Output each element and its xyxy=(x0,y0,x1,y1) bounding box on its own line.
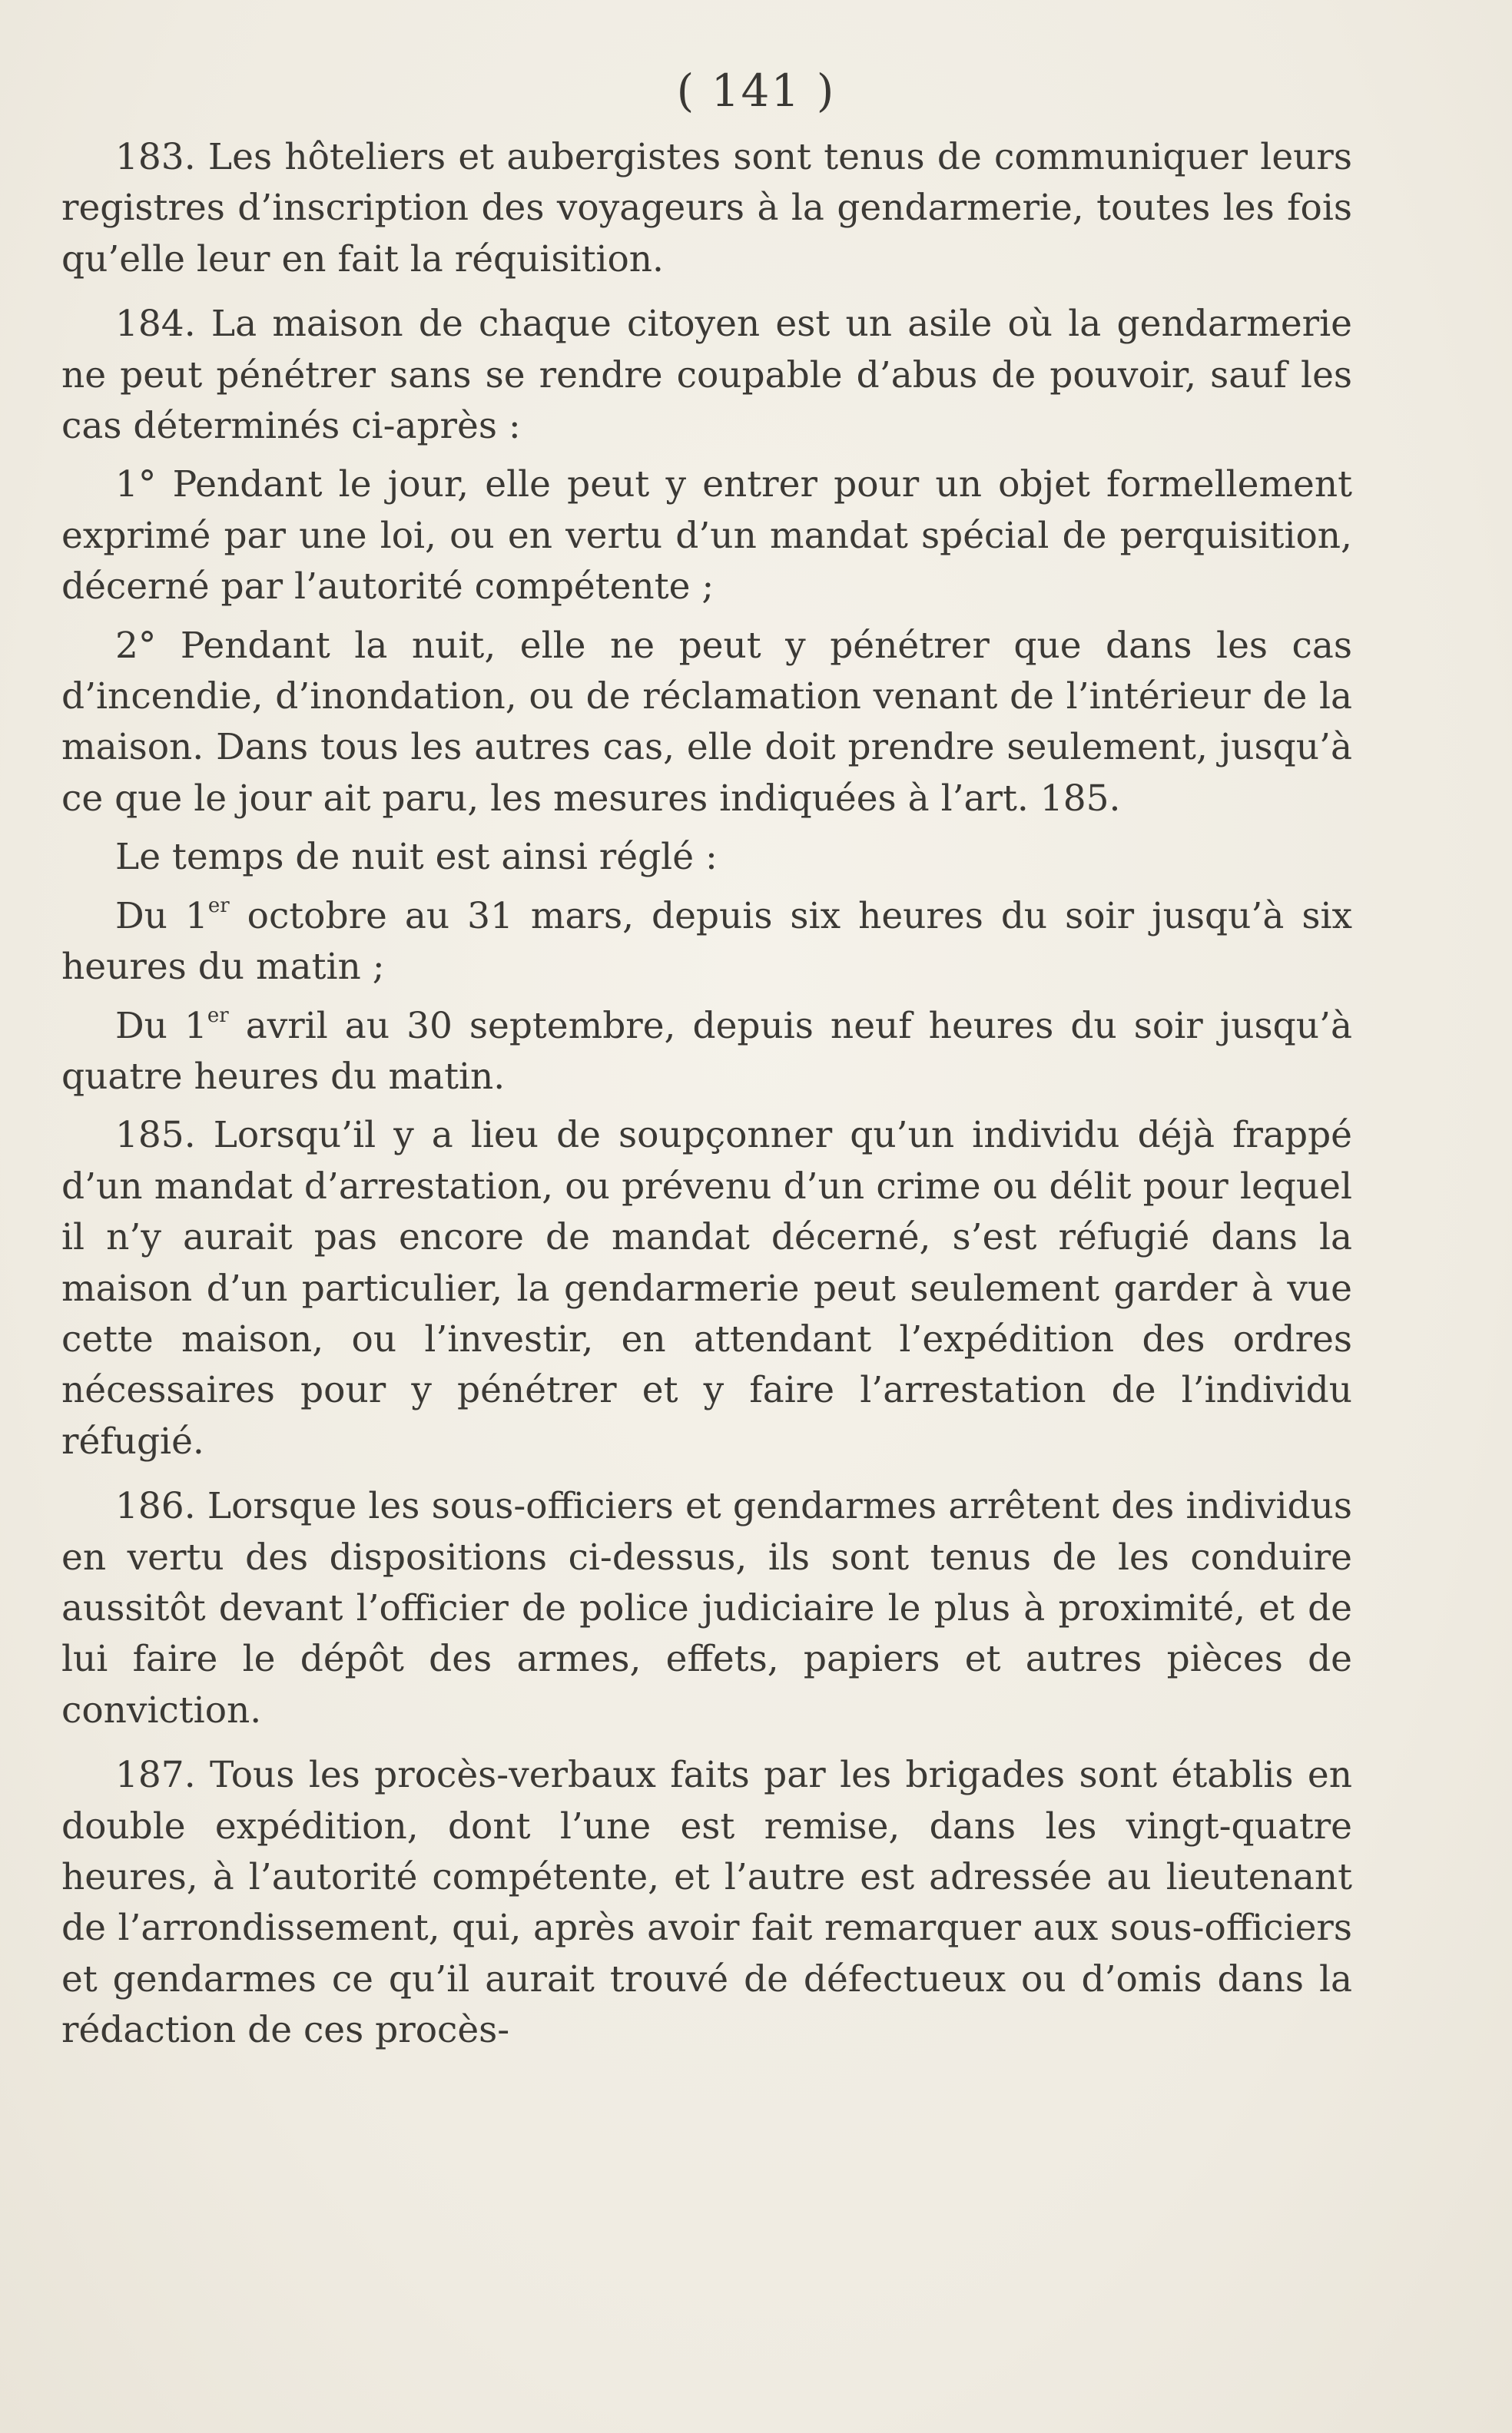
april-superscript: er xyxy=(207,1003,229,1027)
paragraph-october-march xyxy=(61,891,1352,993)
paragraph-night-time: Le temps de nuit est ainsi réglé : xyxy=(115,836,718,879)
paragraph-184-day: 1° Pendant le jour, elle peut y entrer pour un objet formellement exprimé par une loi, ou en vertu d’un mandat spécial de perquisition, décerné par l’autorité compétente ; xyxy=(61,463,1352,608)
paragraph-184: 184. La maison de chaque citoyen est un asile où la gendarmerie ne peut pénétrer sans se rendre coupable d’abus de pouvoir, sauf les cas déterminés ci-après : xyxy=(61,303,1352,448)
paragraph-186: 186. Lorsque les sous-officiers et gendarmes arrêtent des individus en vertu des dispositions ci-dessus, ils sont tenus de les conduire aussitôt devant l’officier de police judiciaire le plus à proximité, et de lui faire le dépôt des armes, effets, papiers et autres pièces de conviction. xyxy=(61,1485,1352,1732)
october-prefix: Du 1 xyxy=(115,894,208,937)
april-rest: avril au 30 septembre, depuis neuf heures du soir jusqu’à quatre heures du matin. xyxy=(61,1004,1352,1098)
page-number: ( 141 ) xyxy=(676,65,836,117)
april-prefix: Du 1 xyxy=(115,1004,207,1047)
paragraph-183: 183. Les hôteliers et aubergistes sont tenus de communiquer leurs registres d’inscription des voyageurs à la gendarmerie, toutes les fois qu’elle leur en fait la réquisition. xyxy=(61,136,1352,280)
paragraph-184-night: 2° Pendant la nuit, elle ne peut y pénétrer que dans les cas d’incendie, d’inondation, ou de réclamation venant de l’intérieur de la maison. Dans tous les autres cas, elle doit prendre seulement, jusqu’à ce que le jour ait paru, les mesures indiquées à l’art. 185. xyxy=(61,624,1352,820)
paragraph-185: 185. Lorsqu’il y a lieu de soupçonner qu’un individu déjà frappé d’un mandat d’arrestation, ou prévenu d’un crime ou délit pour lequel il n’y aurait pas encore de mandat décerné, s’est réfugié dans la maison d’un particulier, la gendarmerie peut seulement garder à vue cette maison, ou l’investir, en attendant l’expédition des ordres nécessaires pour y pénétrer et y faire l’arrestation de l’individu réfugié. xyxy=(61,1114,1352,1463)
october-superscript: er xyxy=(207,894,230,918)
paragraph-april-september xyxy=(61,1001,1352,1103)
october-rest: octobre au 31 mars, depuis six heures du soir jusqu’à six heures du matin ; xyxy=(61,894,1352,989)
paragraph-187: 187. Tous les procès-verbaux faits par les brigades sont établis en double expédition, dont l’une est remise, dans les vingt-quatre heures, à l’autorité compétente, et l’autre est adressée au lieutenant de l’arrondissement, qui, après avoir fait remarquer aux sous-officiers et gendarmes ce qu’il aurait trouvé de défectueux ou d’omis dans la rédaction de ces procès- xyxy=(61,1754,1352,2052)
page-body xyxy=(61,132,1352,2057)
